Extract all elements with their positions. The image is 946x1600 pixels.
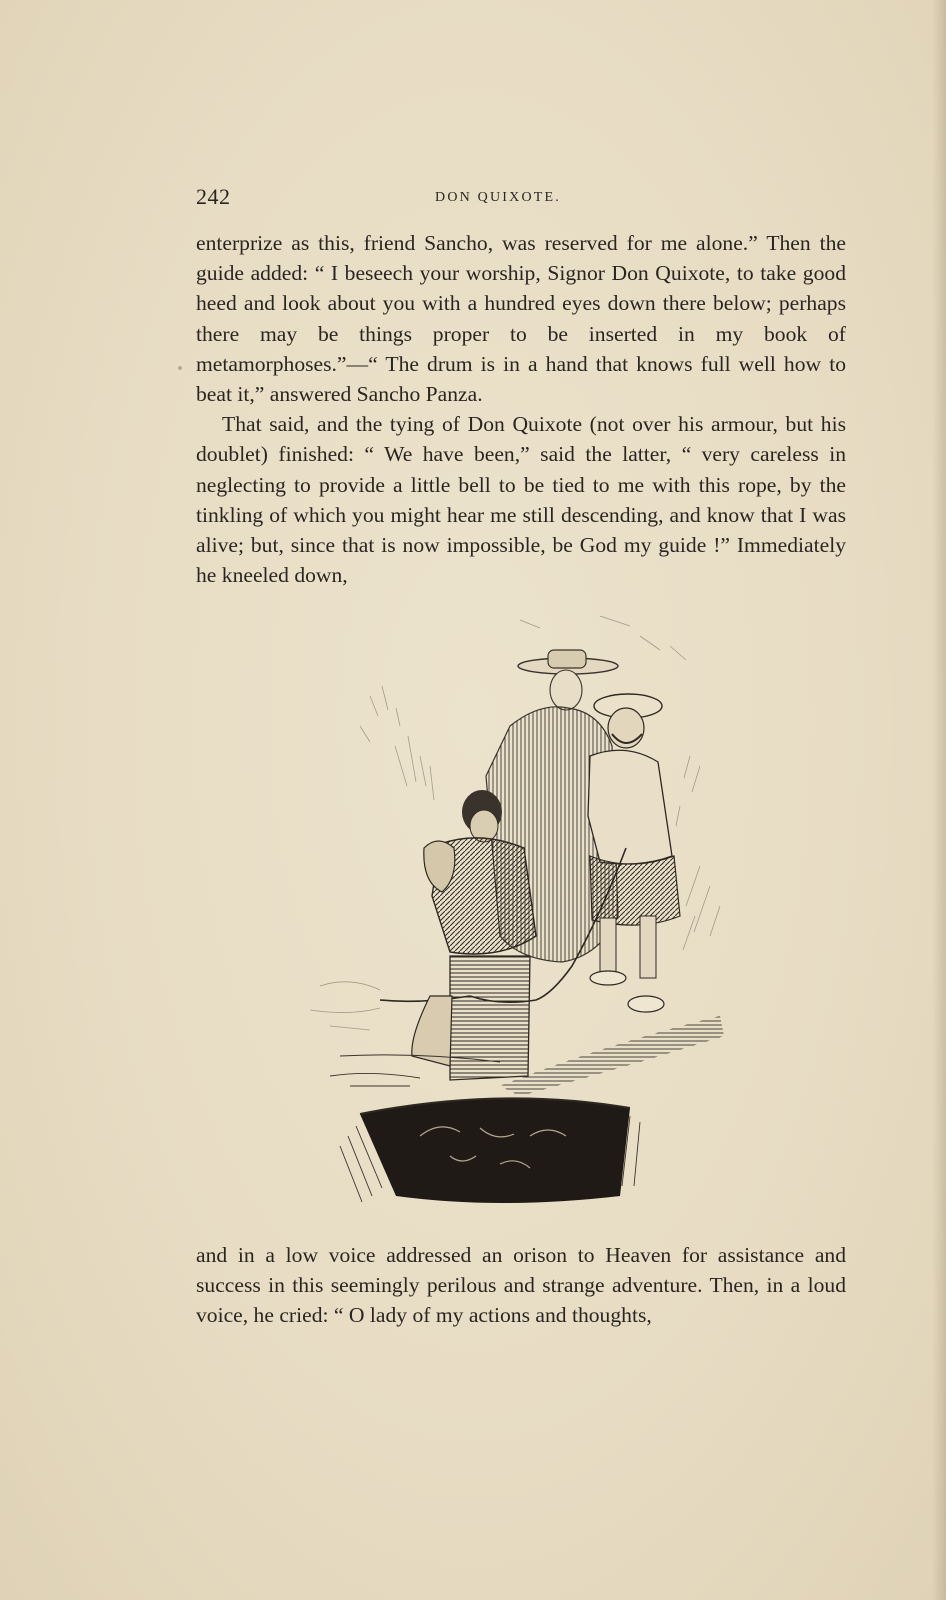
page-number: 242 [196,184,231,209]
illustration-drawing [300,616,740,1228]
body-text-bottom [196,1240,846,1331]
paragraph-3: and in a low voice addressed an orison to Heaven for assistance and success in this seemingly perilous and strange adventure. Then, in a loud voice, he cried: “ O lady of my actions and thoughts, [196,1243,846,1328]
cave-opening [340,1098,640,1203]
body-text-top [196,228,846,590]
paragraph-1: enterprize as this, friend Sancho, was reserved for me alone.” Then the guide added: “ I beseech your worship, Signor Don Quixote, to take good heed and look about you with a hundred eyes down there below; perhaps there may be things proper to be inserted in my book of metamorphoses.”—“ The drum is in a hand that knows full well how to beat it,” answered Sancho Panza. [196,231,846,407]
page-header [196,184,846,214]
page-edge-shadow [932,0,946,1600]
paragraph-2: That said, and the tying of Don Quixote (not over his armour, but his doublet) finished: “ We have been,” said the latter, “ very careless in neglecting to provide a little bell to be tied to me with this rope, by the tinkling of which you might hear me still descending, and know that I was alive; but, since that is now impossible, be God my guide !” Immediately he kneeled down, [196,412,846,588]
margin-speck [178,366,182,370]
running-title: DON QUIXOTE. [435,190,561,205]
engraving-illustration [300,616,740,1228]
